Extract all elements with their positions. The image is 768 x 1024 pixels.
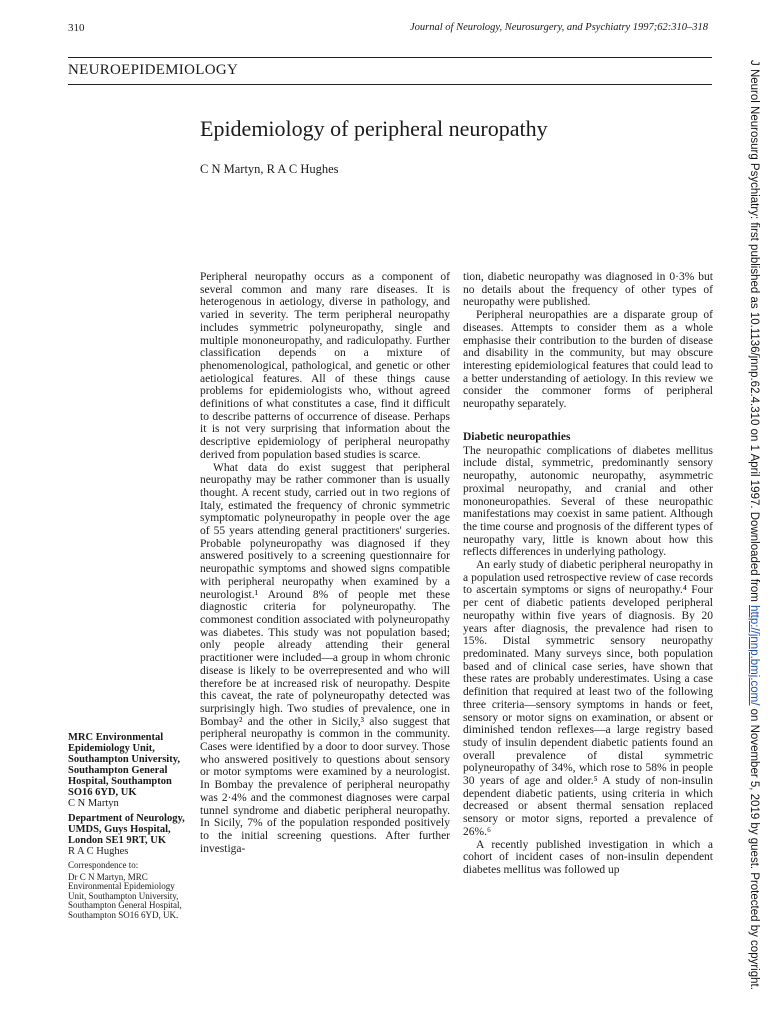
body-column-left (200, 271, 450, 855)
paragraph: An early study of diabetic peripheral neuropathy in a population used retrospective review of case records to ascertain symptoms or signs of neuropathy.⁴ Four per cent of diabetic patients developed peripheral neuropathy within five years of diagnosis. By 20 years after diagnosis, the prevalence had risen to 15%. Distal symmetric sensory neuropathy predominated. Many surveys since, both population based and of clinical case series, have shown that these rates are probably underestimates. Using a case definition that required at least two of the following three criteria—sensory symptoms in hands or feet, sensory or motor signs on examination, or absent or diminished tendon reflexes—a large registry based study of insulin dependent diabetic patients found an overall prevalence of distal symmetric polyneuropathy of 34%, which rose to 58% in people 30 years of age and older.⁵ A study of non-insulin dependent diabetic patients, using criteria in which decreased or absent thermal sensation replaced sensory or motor signs, reported a prevalence of 26%.⁶ (463, 559, 713, 838)
correspondence-address: Dr C N Martyn, MRC Environmental Epidemiology Unit, Southampton University, Southampton General Hospital, Southampton SO16 6YD, UK. (68, 871, 182, 920)
download-notice-prefix: J Neurol Neurosurg Psychiatry: first published as 10.1136/jnnp.62.4.310 on 1 April 1997. Downloaded from (748, 60, 760, 606)
section-rule (68, 84, 712, 85)
correspondence-label: Correspondence to: (68, 860, 139, 870)
affiliation-institution: Department of Neurology, UMDS, Guys Hospital, London SE1 9RT, UK (68, 813, 185, 846)
paragraph: Peripheral neuropathy occurs as a component of several common and many rare diseases. It is heterogenous in aetiology, diverse in pathology, and varied in severity. The term peripheral neuropathy includes symmetric polyneuropathy, single and multiple mononeuropathy, and radiculopathy. Further classification depends on a mixture of phenomenological, pathological, and genetic or other aetiological features. All of these things cause problems for epidemiologists who, without agreed definitions of what constitutes a case, find it difficult to describe patterns of occurrence of disease. Perhaps it is not very surprising that information about the descriptive epidemiology of peripheral neuropathy derived from population based studies is scarce. (200, 271, 450, 461)
article-authors: C N Martyn, R A C Hughes (200, 162, 339, 176)
journal-reference: Journal of Neurology, Neurosurgery, and Psychiatry 1997;62:310–318 (410, 22, 709, 33)
paragraph: tion, diabetic neuropathy was diagnosed in 0·3% but no details about the frequency of other types of neuropathy were published. (463, 271, 713, 309)
header-rule (68, 57, 712, 58)
article-title: Epidemiology of peripheral neuropathy (200, 116, 548, 141)
paragraph: What data do exist suggest that peripheral neuropathy may be rather commoner than is usually thought. A recent study, carried out in two regions of Italy, estimated the frequency of chronic symmetric symptomatic polyneuropathy in people over the age of 55 years attending general practitioners' surgeries. Probable polyneuropathy was diagnosed if they answered positively to a screening questionnaire for neuropathic symptoms and showed signs compatible with peripheral neuropathy when examined by a neurologist.¹ Around 8% of people met these diagnostic criteria for polyneuropathy. The commonest condition associated with polyneuropathy was diabetes. This study was not population based; only people already attending their general practitioner were included—a group in whom chronic disease is likely to be overrepresented and who will therefore be at increased risk of neuropathy. Despite this caveat, the rate of polyneuropathy detected was surprisingly high. Two studies of prevalence, one in Bombay² and the other in Sicily,³ also suggest that peripheral neuropathy is common in the community. Cases were identified by a door to door survey. Those who answered positively to questions about sensory or motor symptoms were examined by a neurologist. In Bombay the prevalence of peripheral neuropathy was 2·4% and the commonest diagnoses were carpal tunnel syndrome and diabetic peripheral neuropathy. In Sicily, 7% of the population responded positively to the initial screening questions. After further investiga- (200, 461, 450, 855)
body-column-right (463, 271, 713, 877)
page-number: 310 (68, 22, 85, 34)
affiliation-author: R A C Hughes (68, 846, 129, 857)
section-heading: Diabetic neuropathies (463, 430, 571, 443)
paragraph: The neuropathic complications of diabetes mellitus include distal, symmetric, predominantly sensory neuropathy, autonomic neuropathy, asymmetric proximal neuropathy, and cranial and other mononeuropathies. Several of these neuropathic manifestations may coexist in same patient. Although the time course and prognosis of the different types of neuropathy vary, little is known about how this reflects differences in underlying pathology. (463, 444, 713, 559)
journal-link[interactable]: http://jnnp.bmj.com/ (748, 605, 760, 706)
paragraph: Peripheral neuropathies are a disparate group of diseases. Attempts to consider them as a whole emphasise their contribution to the burden of disease and disability in the community, but may obscure interesting epidemiological features that could lead to a better understanding of aetiology. In this review we consider the commoner forms of peripheral neuropathy separately. (463, 309, 713, 411)
author-affiliations (68, 732, 190, 920)
section-label: NEUROEPIDEMIOLOGY (68, 62, 239, 78)
download-notice-suffix: on November 5, 2019 by guest. Protected by copyright. (748, 705, 760, 990)
paragraph: A recently published investigation in which a cohort of incident cases of non-insulin dependent diabetes mellitus was followed up (463, 838, 713, 876)
affiliation-author: C N Martyn (68, 798, 119, 809)
download-notice (748, 60, 760, 990)
affiliation-institution: MRC Environmental Epidemiology Unit, Southampton University, Southampton General Hospital, Southampton SO16 6YD, UK (68, 732, 181, 798)
